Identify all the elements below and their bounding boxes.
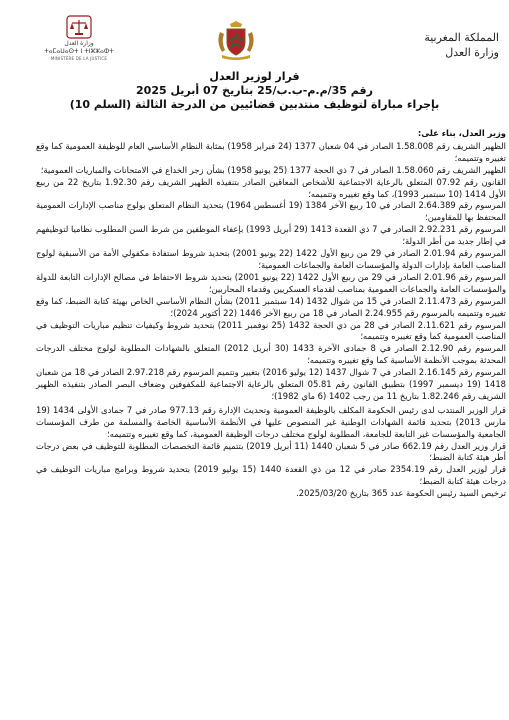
preamble-intro: وزير العدل، بناء على: bbox=[417, 128, 506, 138]
logo-arabic-text: وزارة العدل bbox=[64, 40, 94, 47]
legal-reference: الظهير الشريف رقم 1.58.060 الصادر في 7 ذي الحجة 1377 (25 يونيو 1958) بشأن زجر الخداع في الامتحانات والمباريات العمومية؛ bbox=[40, 164, 506, 175]
legal-reference: الظهير الشريف رقم 1.58.008 الصادر في 04 شعبان 1377 (24 فبراير 1958) بمثابة النظام الأساسي العام للوظيفة العمومية كما وقع تغييره وتتميمه؛ bbox=[36, 140, 506, 163]
royal-coat-of-arms bbox=[214, 20, 258, 60]
logo-tifinagh-text: ⵜⴰⵎⴰⵡⴰⵙⵜ ⵏ ⵜⵏⵣⵣⴰⵀⵜ bbox=[44, 48, 114, 55]
legal-reference: القانون رقم 07.92 المتعلق بالرعاية الاجتماعية للأشخاص المعاقين الصادر بتنفيذه الظهير الشريف رقم 1.92.30 بتاريخ 22 من ربيع الأول 1414 (10 سبتمبر 1993)، كما وقع تغييره وتتميمه؛ bbox=[36, 176, 506, 199]
kingdom-name: المملكة المغربية bbox=[424, 31, 499, 44]
coat-of-arms-icon bbox=[214, 20, 258, 60]
legal-reference: المرسوم رقم 2.01.96 الصادر في 29 من ربيع الأول 1422 (22 يونيو 2001) بتحديد شروط الاحتفاظ في مصالح الإدارات التابعة للدولة والمؤسسات العامة والجماعات العمومية بمناصب لقدماء العسكريين وقدماء المحاربين؛ bbox=[36, 271, 506, 294]
decision-heading bbox=[0, 70, 509, 112]
legal-reference: قرار لوزير العدل رقم 2354.19 صادر في 12 من ذي القعدة 1440 (15 يوليو 2019) بتحديد شروط وبرامج مباريات التوظيف في درجات هيئة كتابة الضبط؛ bbox=[36, 464, 506, 487]
legal-reference: المرسوم رقم 2.01.94 الصادر في 29 من ربيع الأول 1422 (22 يونيو 2001) بتحديد شروط استفادة مكفولي الأمة من الأسبقية لولوج المناصب العامة بإدارات الدولة والمؤسسات العامة والجماعات العمومية؛ bbox=[36, 248, 507, 270]
kingdom-heading bbox=[413, 30, 499, 60]
legal-reference: المرسوم رقم 2.16.145 الصادر في 7 شوال 1437 (12 يوليو 2016) بتغيير وتتميم المرسوم رقم 2.97.218 الصادر في 18 من شعبان 1418 (19 ديسمبر 1997) بتطبيق القانون رقم 05.81 المتعلق بالرعاية الاجتماعية للمكفوفين وضعاف البصر الصادر بتنفيذه الظهير الشريف رقم 1.82.246 بتاريخ 11 من رجب 1402 (6 ماي 1982)؛ bbox=[36, 367, 507, 401]
ministry-logo bbox=[44, 14, 114, 62]
legal-reference: المرسوم رقم 2.12.90 الصادر في 8 جمادى الآخرة 1433 (30 أبريل 2012) المتعلق بالشهادات المطلوبة لولوج مختلف الدرجات المحدثة بموجب الأنظمة الأساسية كما وقع تغييره وتتميمه؛ bbox=[36, 343, 506, 366]
scales-of-justice-icon bbox=[65, 14, 93, 40]
ministry-name: وزارة العدل bbox=[445, 46, 499, 59]
logo-french-text: MINISTÈRE DE LA JUSTICE bbox=[50, 56, 108, 61]
document-body bbox=[36, 128, 506, 500]
legal-reference: المرسوم رقم 2.92.231 الصادر في 7 ذي القعدة 1413 (29 أبريل 1993) بإعفاء الموظفين من شرط السن المطلوب نظاميا لتوظيفهم في إطار جديد من أطر الدولة؛ bbox=[36, 224, 507, 247]
decision-subject: بإجراء مباراة لتوظيف منتدبين قضائيين من الدرجة الثالثة (السلم 10) bbox=[69, 98, 440, 111]
legal-reference: المرسوم رقم 2.64.389 الصادر في 10 ربيع الآخر 1384 (19 أغسطس 1964) بتحديد النظام المتعلق بولوج مناصب الإدارات العمومية المحتفظ بها للمقاومين؛ bbox=[36, 200, 506, 223]
legal-reference: قرار الوزير المنتدب لدى رئيس الحكومة المكلف بالوظيفة العمومية وتحديث الإدارة رقم 977.13 صادر في 7 جمادى الأولى 1434 (19 مارس 2013) بتحديد قائمة الشهادات الوطنية غير المنصوص عليها في الأنظمة الأساسية الخاصة والمسلمة من طرف المؤسسات الجامعية والمؤسسات غير التابعة للجامعة، المطلوبة لولوج مختلف درجات الوظيفة العمومية، كما وقع تغييره وتتميمه؛ bbox=[36, 404, 507, 439]
legal-reference: المرسوم رقم 2.11.473 الصادر في 15 من شوال 1432 (14 سبتمبر 2011) بشأن النظام الأساسي الخاص بهيئة كتابة الضبط، كما وقع تغييره وتتميمه بالمرسوم رقم 2.24.955 الصادر في 18 من ربيع الآخر 1446 (22 أكتوبر 2024)؛ bbox=[36, 295, 506, 318]
decision-title: قرار لوزير العدل bbox=[209, 70, 300, 83]
authorization-reference: ترخيص السيد رئيس الحكومة عدد 365 بتاريخ 2025/03/20. bbox=[296, 488, 506, 499]
decision-number: رقم 35/م.م-ب.ب/25 بتاريخ 07 أبريل 2025 bbox=[136, 84, 373, 97]
legal-reference: قرار وزير العدل رقم 662.19 صادر في 5 شعبان 1440 (11 أبريل 2019) بتتميم قائمة التخصصات المطلوبة للتوظيف في بعض درجات أطر هيئة كتابة الضبط؛ bbox=[36, 440, 506, 463]
legal-reference: المرسوم رقم 2.11.621 الصادر في 28 من ذي الحجة 1432 (25 نوفمبر 2011) بتحديد شروط وكيفيات تنظيم مباريات التوظيف في المناصب العمومية كما وقع تغييره وتتميمه؛ bbox=[36, 319, 506, 342]
document-header bbox=[0, 0, 509, 62]
